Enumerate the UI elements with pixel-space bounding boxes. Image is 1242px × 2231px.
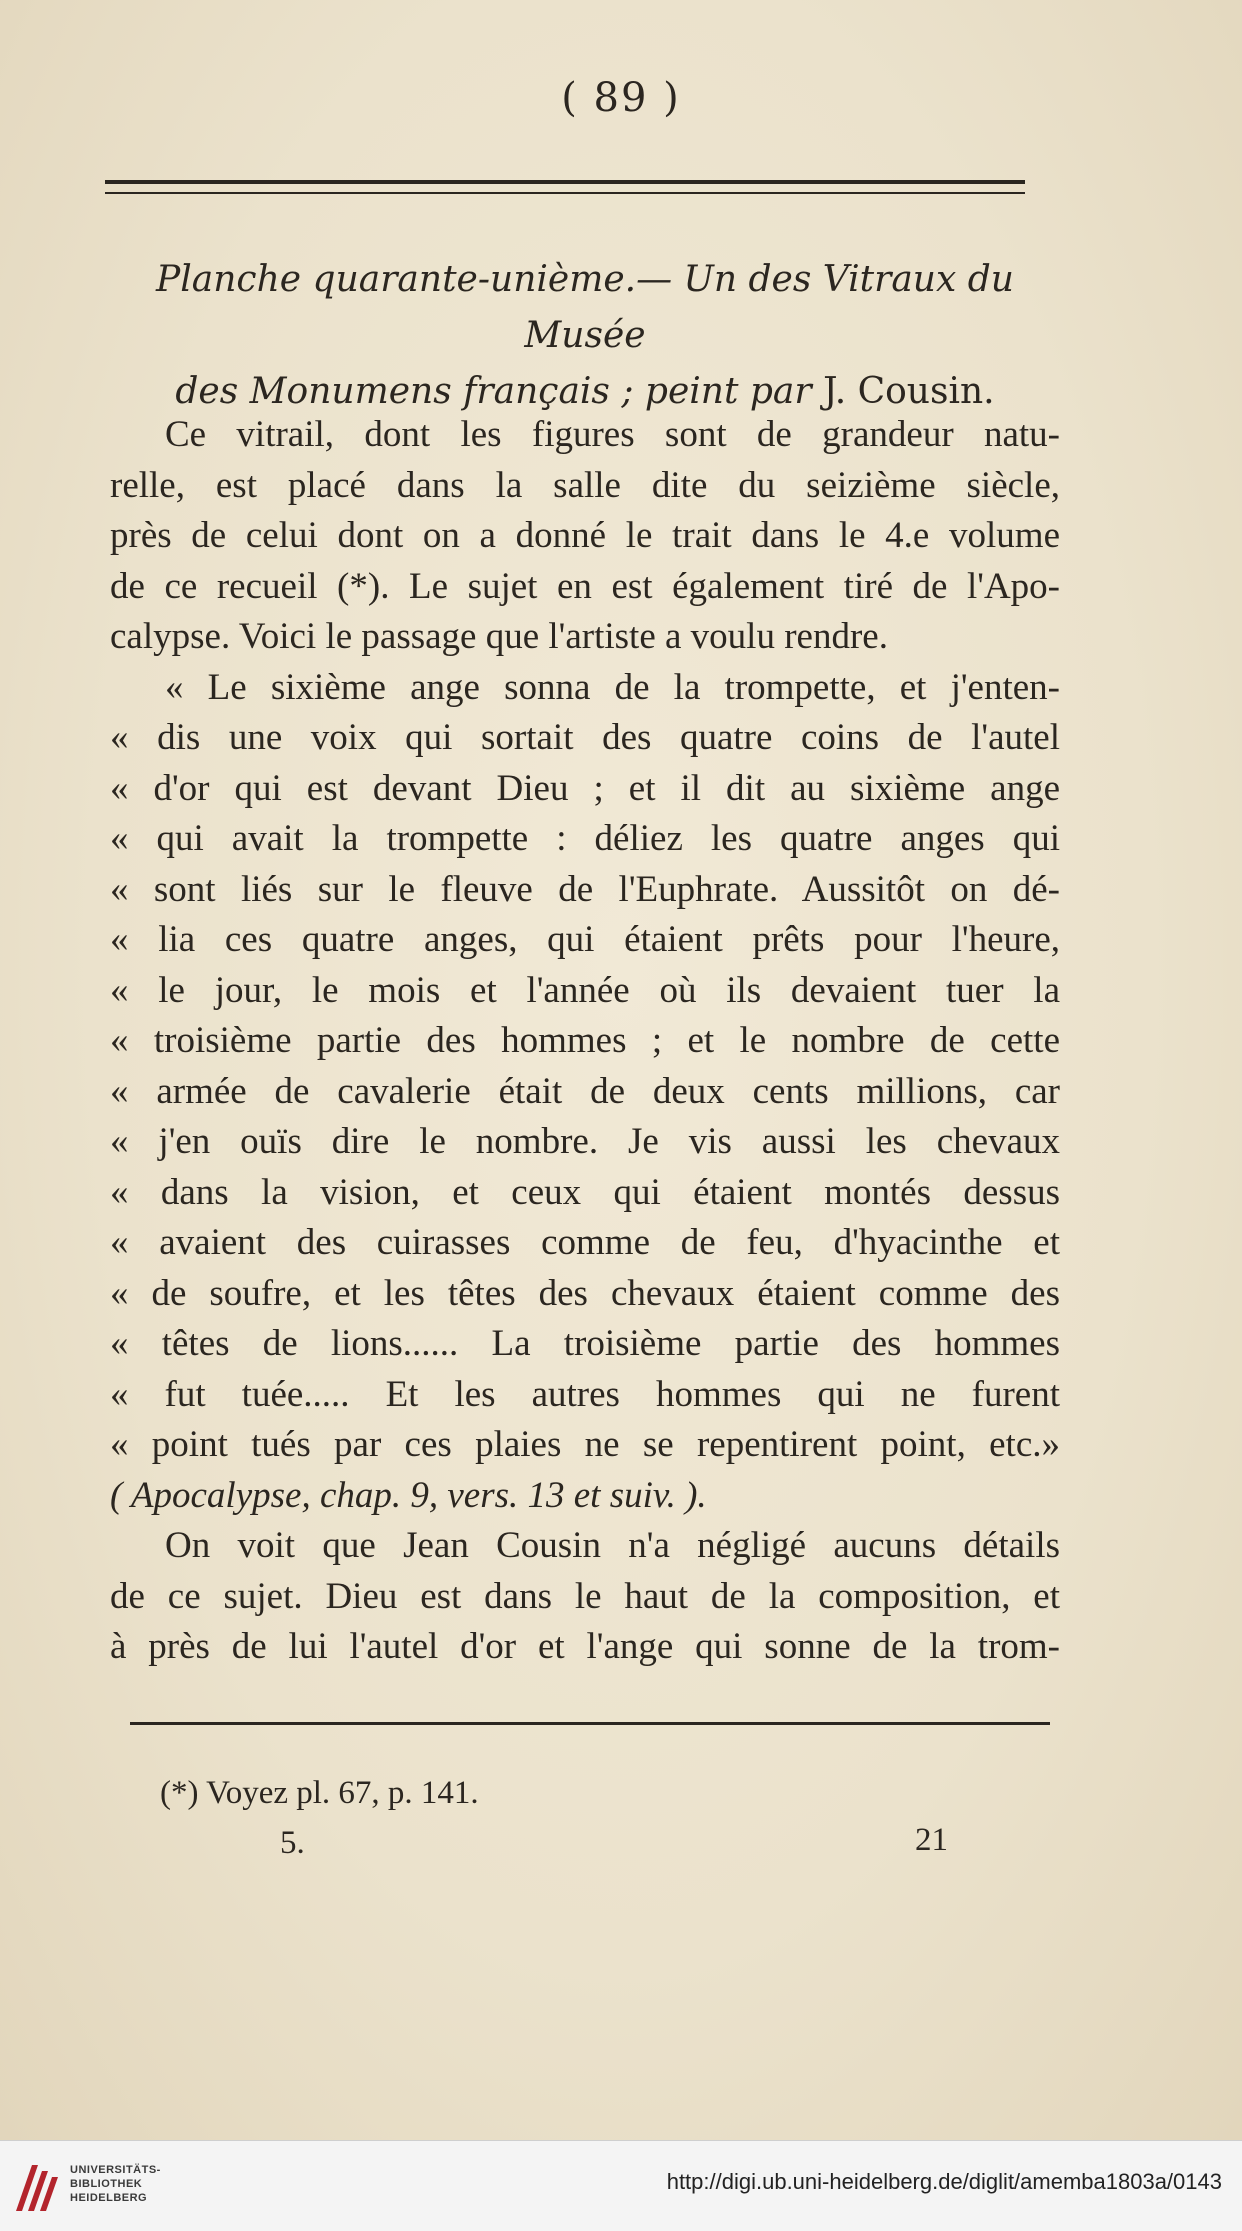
library-name-line: HEIDELBERG	[70, 2192, 148, 2204]
body-line: On voit que Jean Cousin n'a négligé aucuns détails	[165, 1525, 1060, 1566]
quote-line: « Le sixième ange sonna de la trompette, et j'enten-	[165, 666, 1060, 708]
university-library-logo-icon[interactable]	[12, 2159, 60, 2215]
body-line: calypse. Voici le passage que l'artiste a voulu rendre.	[110, 616, 888, 657]
heading-line-2-author: J. Cousin.	[823, 371, 995, 412]
footnote-rule	[130, 1722, 1050, 1725]
citation-line: ( Apocalypse, chap. 9, vers. 13 et suiv. ).	[110, 1474, 707, 1516]
quote-line: « têtes de lions...... La troisième partie des hommes	[110, 1323, 1060, 1364]
body-line: relle, est placé dans la salle dite du seizième siècle,	[110, 464, 1060, 506]
page-number: ( 89 )	[561, 75, 681, 121]
signature-mark-right: 21	[915, 1822, 948, 1858]
quote-line: « de soufre, et les têtes des chevaux étaient comme des	[110, 1272, 1060, 1314]
library-name-line: BIBLIOTHEK	[70, 2178, 143, 2190]
header-rule-thin	[105, 192, 1025, 194]
permalink-url[interactable]: http://digi.ub.uni-heidelberg.de/diglit/amemba1803a/0143	[666, 2169, 1222, 2194]
plate-heading	[105, 252, 1065, 420]
footnote: (*) Voyez pl. 67, p. 141.	[160, 1775, 479, 1811]
quote-line: « armée de cavalerie était de deux cents millions, car	[110, 1070, 1060, 1112]
viewer-footer	[0, 2140, 1242, 2231]
quote-line: « point tués par ces plaies ne se repentirent point, etc.»	[110, 1424, 1060, 1465]
quote-line: « dans la vision, et ceux qui étaient montés dessus	[110, 1171, 1060, 1213]
body-line: près de celui dont on a donné le trait dans le 4.e volume	[110, 515, 1060, 556]
quote-line: « d'or qui est devant Dieu ; et il dit au sixième ange	[110, 767, 1060, 809]
quote-line: « troisième partie des hommes ; et le nombre de cette	[110, 1020, 1060, 1061]
quote-line: « dis une voix qui sortait des quatre coins de l'autel	[110, 717, 1060, 758]
body-line: Ce vitrail, dont les figures sont de grandeur natu-	[165, 414, 1060, 455]
heading-line-1: Planche quarante-unième.— Un des Vitraux du Musée	[156, 259, 1014, 356]
heading-line-2-italic: des Monumens français ; peint par	[175, 371, 812, 412]
library-name-line: UNIVERSITÄTS-	[70, 2164, 161, 2176]
signature-mark-left: 5.	[280, 1825, 305, 1861]
header-rule-thick	[105, 180, 1025, 184]
quote-line: « avaient des cuirasses comme de feu, d'hyacinthe et	[110, 1222, 1060, 1263]
body-text	[110, 410, 1060, 1673]
body-line: de ce sujet. Dieu est dans le haut de la composition, et	[110, 1575, 1060, 1617]
library-name	[70, 2163, 161, 2205]
quote-line: « j'en ouïs dire le nombre. Je vis aussi les chevaux	[110, 1121, 1060, 1162]
body-line: de ce recueil (*). Le sujet en est également tiré de l'Apo-	[110, 565, 1060, 607]
quote-line: « sont liés sur le fleuve de l'Euphrate. Aussitôt on dé-	[110, 868, 1060, 910]
quote-line: « le jour, le mois et l'année où ils devaient tuer la	[110, 969, 1060, 1011]
quote-line: « lia ces quatre anges, qui étaient prêts pour l'heure,	[110, 919, 1060, 960]
body-line: à près de lui l'autel d'or et l'ange qui sonne de la trom-	[110, 1626, 1060, 1667]
quote-line: « fut tuée..... Et les autres hommes qui ne furent	[110, 1373, 1060, 1415]
quote-line: « qui avait la trompette : déliez les quatre anges qui	[110, 818, 1060, 859]
